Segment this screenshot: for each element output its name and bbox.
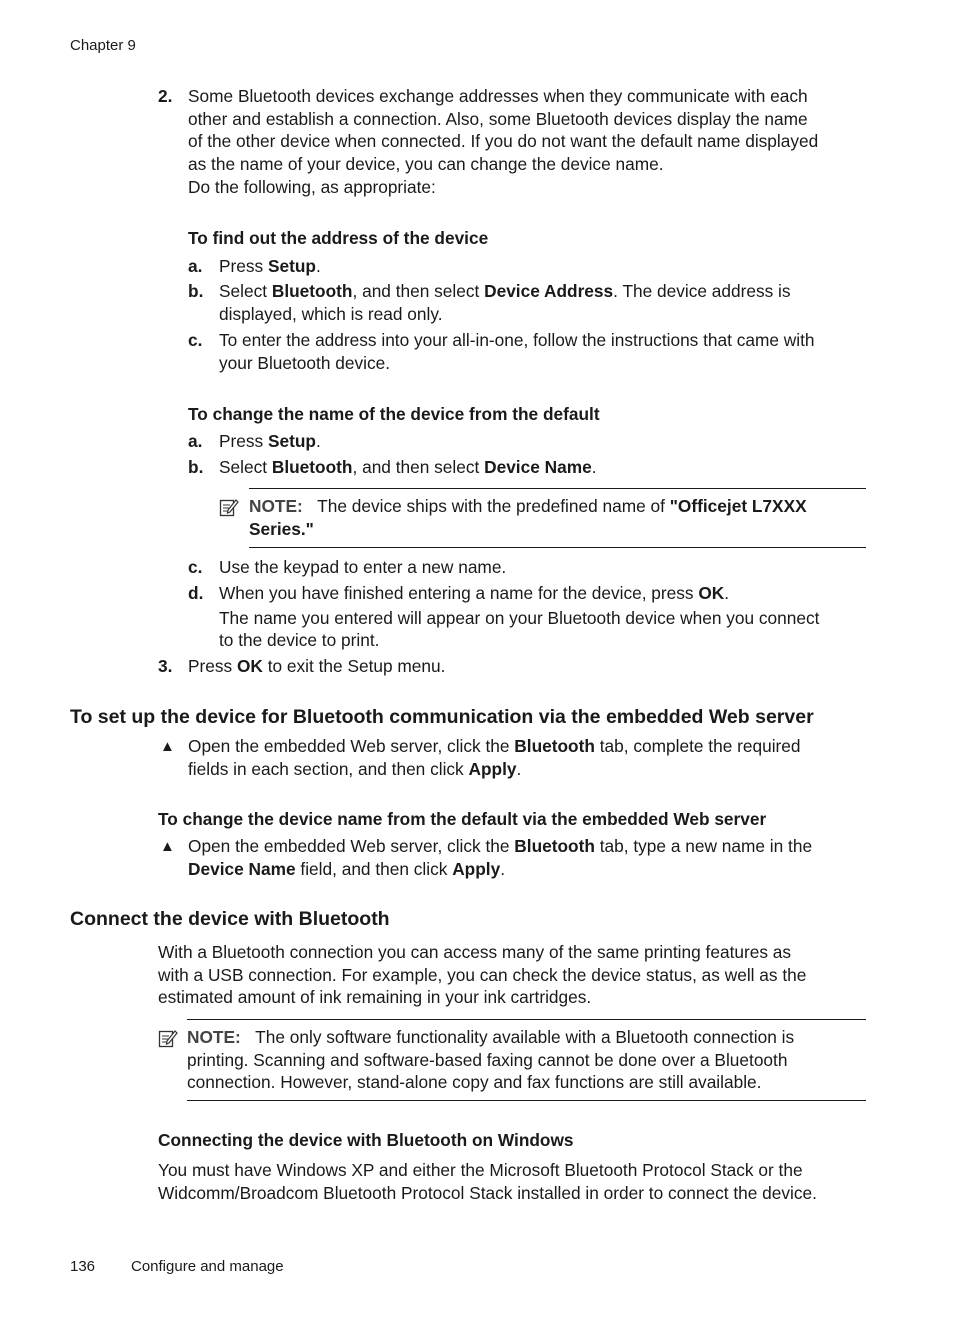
step-2-line: of the other device when connected. If you do not want the default name displayed [188, 131, 819, 151]
step-2-paragraph [188, 85, 818, 175]
change-name-step-a: Press Setup. [219, 431, 321, 451]
step-2-number: 2. [158, 86, 173, 106]
change-name-heading: To change the name of the device from the default [188, 404, 600, 424]
list-letter: b. [188, 281, 204, 301]
list-letter: c. [188, 557, 203, 577]
windows-paragraph: You must have Windows XP and either the Microsoft Bluetooth Protocol Stack or the Widcomm/Broadcom Bluetooth Protocol Stack installed in order to connect the device. [158, 1160, 817, 1203]
note-top-rule [249, 488, 866, 489]
note-icon [219, 497, 239, 517]
find-address-step-a: Press Setup. [219, 256, 321, 276]
ews-setup-heading: To set up the device for Bluetooth communication via the embedded Web server [70, 706, 814, 728]
note-top-rule [187, 1019, 866, 1020]
note-software-functionality: NOTE: The only software functionality available with a Bluetooth connection is printing. Scanning and software-based faxing cannot be done over a Bluetooth connection. However, stand-alone copy and fax functions are still available. [187, 1027, 795, 1092]
ews-setup-text: Open the embedded Web server, click the Bluetooth tab, complete the required fields in each section, and then click Apply. [188, 736, 801, 779]
triangle-bullet-icon: ▲ [160, 738, 175, 755]
list-letter: a. [188, 431, 203, 451]
find-address-step-c: To enter the address into your all-in-one, follow the instructions that came with your Bluetooth device. [219, 330, 815, 373]
step-3-text: Press OK to exit the Setup menu. [188, 656, 446, 676]
connect-heading: Connect the device with Bluetooth [70, 908, 390, 930]
find-address-step-b: Select Bluetooth, and then select Device Address. The device address is displayed, which is read only. [219, 281, 791, 324]
note-bottom-rule [187, 1100, 866, 1101]
step-2-line: other and establish a connection. Also, some Bluetooth devices display the name [188, 108, 808, 129]
note-icon [158, 1028, 178, 1048]
step-2-line: Some Bluetooth devices exchange addresses when they communicate with each [188, 86, 808, 106]
change-name-step-b: Select Bluetooth, and then select Device Name. [219, 457, 597, 477]
list-letter: d. [188, 583, 204, 603]
note-device-name: NOTE: The device ships with the predefined name of "Officejet L7XXX Series." [249, 496, 807, 539]
ews-name-heading: To change the device name from the default via the embedded Web server [158, 809, 767, 829]
note-bottom-rule [249, 547, 866, 548]
footer-section-title: Configure and manage [131, 1258, 284, 1275]
list-letter: b. [188, 457, 204, 477]
chapter-label: Chapter 9 [70, 37, 136, 54]
change-name-step-c: Use the keypad to enter a new name. [219, 557, 507, 577]
triangle-bullet-icon: ▲ [160, 838, 175, 855]
list-letter: c. [188, 330, 203, 350]
do-following-text: Do the following, as appropriate: [188, 177, 436, 197]
connect-paragraph: With a Bluetooth connection you can access many of the same printing features as with a USB connection. For example, you can check the device status, as well as the estimated amount of ink remaining in your ink cartridges. [158, 942, 807, 1007]
step-2-line: as the name of your device, you can change the device name. [188, 153, 664, 174]
page-number: 136 [70, 1258, 96, 1275]
ews-name-text: Open the embedded Web server, click the Bluetooth tab, type a new name in the Device Name field, and then click Apply. [188, 836, 813, 879]
find-address-heading: To find out the address of the device [188, 228, 489, 248]
change-name-step-d: When you have finished entering a name for the device, press OK. The name you entered will appear on your Bluetooth device when you connect to the device to print. [219, 583, 820, 650]
step-3-number: 3. [158, 656, 173, 676]
windows-heading: Connecting the device with Bluetooth on Windows [158, 1130, 574, 1150]
list-letter: a. [188, 256, 203, 276]
